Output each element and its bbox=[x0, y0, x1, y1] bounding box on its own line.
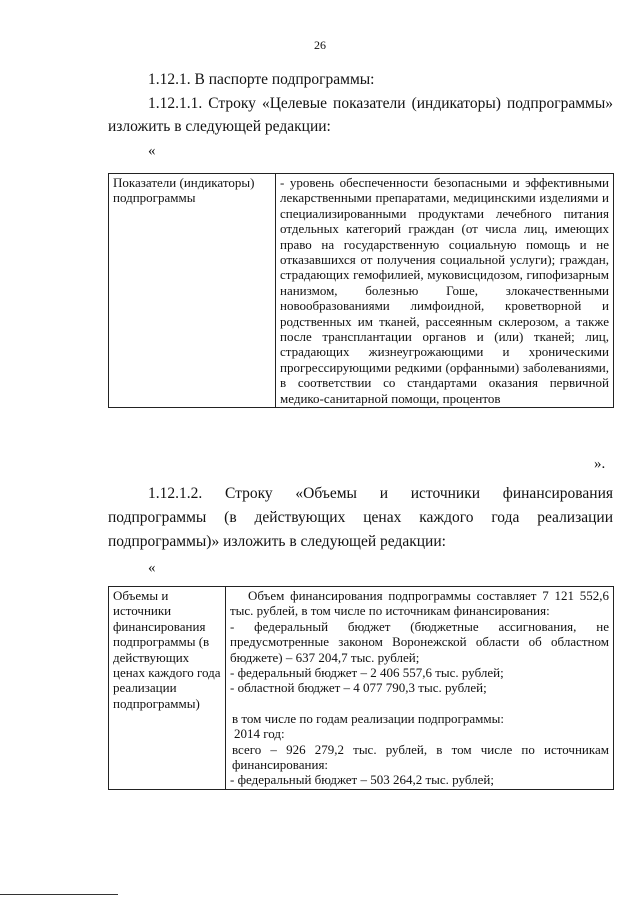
financing-federal-unallocated: - федеральный бюджет (бюджетные ассигнования, не предусмотренные законом Воронежской области об областном бюджете) – 637 204,7 тыс. рублей; bbox=[230, 618, 609, 665]
indicators-label: Показатели (индикаторы) подпрограммы bbox=[109, 174, 276, 408]
financing-2014-total: всего – 926 279,2 тыс. рублей, в том числе по источникам финансирования: bbox=[232, 741, 609, 773]
section-heading: 1.12.1. В паспорте подпрограммы: bbox=[148, 71, 375, 88]
spacer bbox=[230, 696, 609, 711]
financing-total: Объем финансирования подпрограммы составляет 7 121 552,6 тыс. рублей, в том числе по источникам финансирования: bbox=[230, 588, 609, 619]
financing-year-2014: 2014 год: bbox=[234, 726, 285, 742]
page-number: 26 bbox=[314, 38, 326, 52]
item2-text: 1.12.1.2. Строку «Объемы и источники финансирования подпрограммы (в действующих ценах каждого года реализации подпрограммы)» изложить в следующей редакции: bbox=[108, 485, 613, 550]
item1-text: 1.12.1.1. Строку «Целевые показатели (индикаторы) подпрограммы» изложить в следующей редакции: bbox=[108, 95, 613, 135]
financing-value bbox=[226, 587, 614, 790]
indicators-value: - уровень обеспеченности безопасными и эффективными лекарственными препаратами, медицинскими изделиями и специализированными продуктами лечебного питания отдельных категорий граждан (от числа лиц, имеющих право на государственную социальную помощь и не отказавшихся от получения социальной услуги); граждан, страдающих гемофилией, муковисцидозом, гипофизарным нанизмом, болезнью Гоше, злокачественными новообразованиями лимфоидной, кроветворной и родственных им тканей, рассеянным склерозом, а также после трансплантации органов и (или) тканей; лиц, страдающих жизнеугрожающими и хроническими прогрессирующими редкими (орфанными) заболеваниями, в соответствии со стандартами оказания первичной медико-санитарной помощи, процентов bbox=[276, 174, 614, 408]
footer-divider bbox=[0, 894, 118, 895]
financing-regional: - областной бюджет – 4 077 790,3 тыс. рублей; bbox=[230, 680, 487, 696]
item2-quote-open: « bbox=[148, 560, 156, 576]
financing-table bbox=[108, 586, 614, 790]
financing-federal: - федеральный бюджет – 2 406 557,6 тыс. рублей; bbox=[230, 665, 504, 681]
financing-by-years: в том числе по годам реализации подпрограммы: bbox=[232, 710, 504, 726]
table-row bbox=[109, 174, 614, 408]
financing-label: Объемы и источники финансирования подпрограммы (в действующих ценах каждого года реализации подпрограммы) bbox=[109, 587, 226, 790]
financing-2014-federal: - федеральный бюджет – 503 264,2 тыс. рублей; bbox=[230, 772, 494, 788]
item1-quote-close: ». bbox=[594, 456, 606, 472]
item1-quote-open: « bbox=[148, 143, 156, 159]
indicators-table bbox=[108, 173, 614, 408]
table-row bbox=[109, 587, 614, 790]
